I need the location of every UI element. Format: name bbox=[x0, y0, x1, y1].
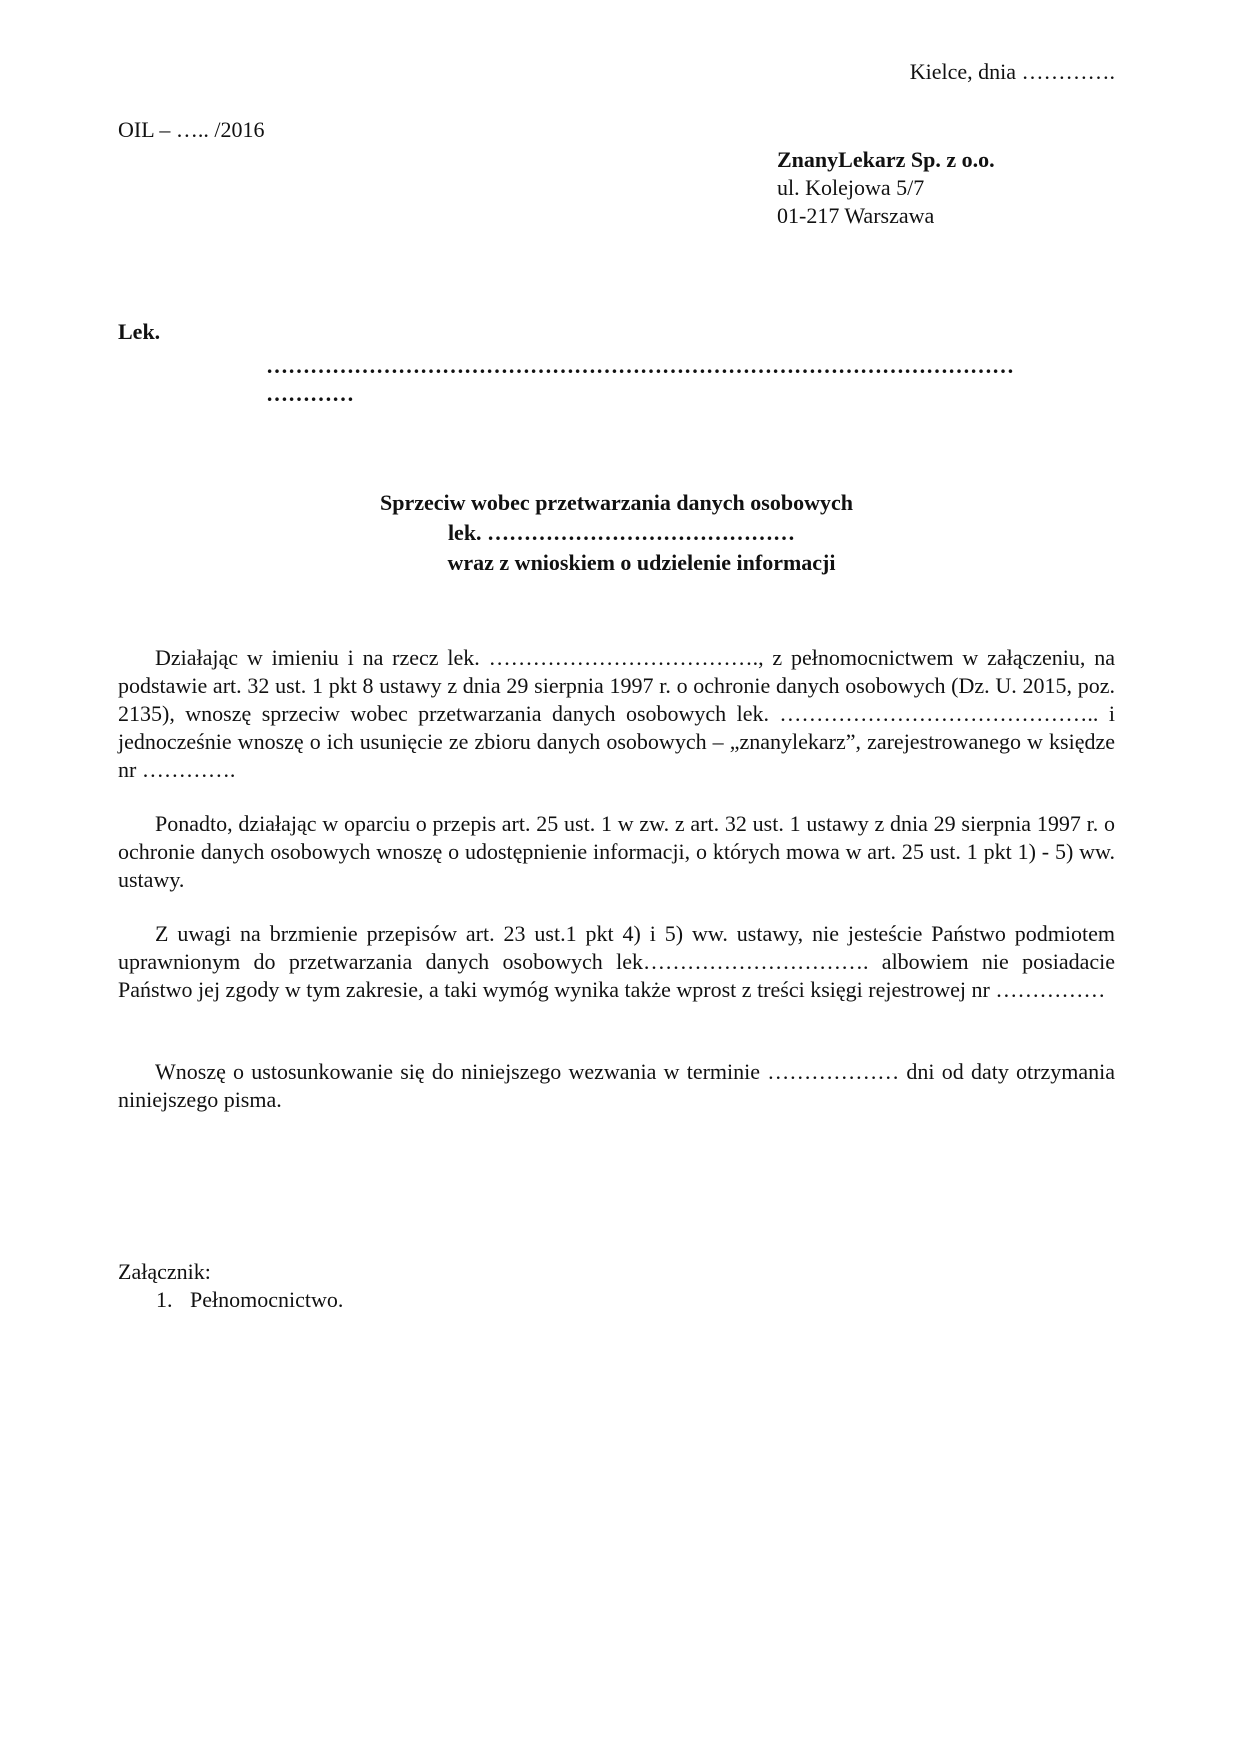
attachment-text: Pełnomocnictwo. bbox=[190, 1287, 344, 1312]
title-line-3: wraz z wnioskiem o udzielenie informacji bbox=[447, 550, 836, 575]
recipient-name: ZnanyLekarz Sp. z o.o. bbox=[777, 147, 995, 172]
recipient-address bbox=[777, 146, 995, 230]
recipient-city: 01-217 Warszawa bbox=[777, 203, 935, 228]
paragraph-text: Działając w imieniu i na rzecz lek. ………………………………., z pełnomocnictwem w załączeniu, na podstawie art. 32 ust. 1 pkt 8 ustawy z dnia 29 sierpnia 1997 r. o ochronie danych osobowych (Dz. U. 2015, poz. 2135), wnoszę sprzeciw wobec przetwarzania danych osobowych lek. …………………………………….. i jednocześnie wnoszę o ich usunięcie ze zbioru danych osobowych – „znanylekarz”, zarejestrowanego w księdze nr …………. bbox=[118, 645, 1115, 782]
sender-placeholder-line1: ………………………………………………………………………………………… bbox=[266, 353, 1014, 378]
reference-number: OIL – ….. /2016 bbox=[118, 117, 265, 142]
title-line-2: lek. …………………………………… bbox=[447, 520, 796, 545]
sender-placeholder-line2: ………… bbox=[266, 381, 354, 406]
date-line: Kielce, dnia …………. bbox=[909, 59, 1115, 84]
body-paragraph-1 bbox=[118, 644, 1115, 784]
paragraph-text: Ponadto, działając w oparciu o przepis art. 25 ust. 1 w zw. z art. 32 ust. 1 ustawy z dnia 29 sierpnia 1997 r. o ochronie danych osobowych wnoszę o udostępnienie informacji, o których mowa w art. 25 ust. 1 pkt 1) - 5) ww. ustawy. bbox=[118, 811, 1115, 892]
body-paragraph-3 bbox=[118, 920, 1115, 1004]
recipient-street: ul. Kolejowa 5/7 bbox=[777, 175, 925, 200]
paragraph-text: Wnoszę o ustosunkowanie się do niniejszego wezwania w terminie ……………… dni od daty otrzymania niniejszego pisma. bbox=[118, 1059, 1115, 1112]
attachment-item bbox=[156, 1286, 343, 1314]
body-paragraph-2 bbox=[118, 810, 1115, 894]
body-paragraph-4 bbox=[118, 1058, 1115, 1114]
sender-label: Lek. bbox=[118, 319, 161, 344]
attachment-number: 1. bbox=[156, 1287, 173, 1312]
attachments-label: Załącznik: bbox=[118, 1259, 211, 1284]
paragraph-text: Z uwagi na brzmienie przepisów art. 23 ust.1 pkt 4) i 5) ww. ustawy, nie jesteście Państwo podmiotem uprawnionym do przetwarzania danych osobowych lek…………………………. albowiem nie posiadacie Państwo jej zgody w tym zakresie, a taki wymóg wynika także wprost z treści księgi rejestrowej nr …………… bbox=[118, 921, 1115, 1002]
document-title bbox=[118, 488, 1115, 578]
title-line-1: Sprzeciw wobec przetwarzania danych osobowych bbox=[380, 490, 853, 515]
